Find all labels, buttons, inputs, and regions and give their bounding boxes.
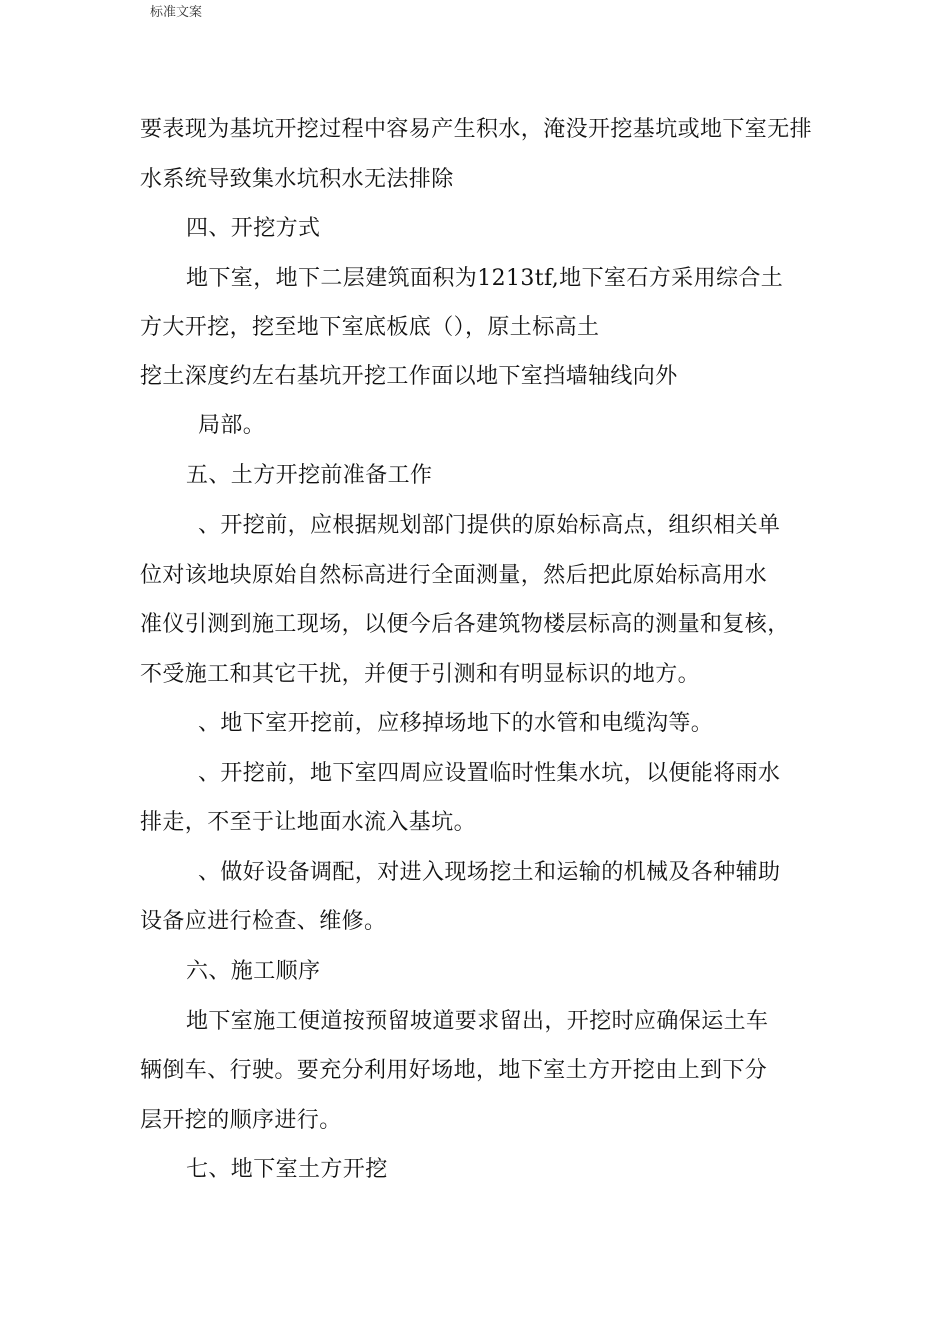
body-line: 设备应进行检查、维修。 [140,909,387,934]
body-line: 挖土深度约左右基坑开挖工作面以地下室挡墙轴线向外 [140,364,678,389]
body-line: 位对该地块原始自然标高进行全面测量，然后把此原始标高用水 [140,563,768,588]
section-heading: 四、开挖方式 [186,216,321,241]
body-line: 辆倒车、行驶。要充分利用好场地，地下室土方开挖由上到下分 [140,1058,768,1083]
body-line: 、地下室开挖前，应移掉场地下的水管和电缆沟等。 [198,711,714,736]
body-line: 地下室，地下二层建筑面积为1213tf,地下室石方采用综合土 [186,266,784,291]
body-line: 层开挖的顺序进行。 [140,1108,342,1133]
body-line: 不受施工和其它干扰，并便于引测和有明显标识的地方。 [140,662,701,687]
body-line: 、开挖前，应根据规划部门提供的原始标高点，组织相关单 [198,513,781,538]
body-line: 局部。 [198,413,266,438]
section-heading: 七、地下室土方开挖 [186,1157,388,1182]
body-line: 、开挖前，地下室四周应设置临时性集水坑，以便能将雨水 [198,761,781,786]
body-line: 水系统导致集水坑积水无法排除 [140,167,454,192]
body-line: 地下室施工便道按预留坡道要求留出，开挖时应确保运土车 [186,1009,769,1034]
body-line: 排走，不至于让地面水流入基坑。 [140,810,477,835]
section-heading: 六、施工顺序 [186,959,321,984]
body-line: 准仪引测到施工现场，以便今后各建筑物楼层标高的测量和复核， [140,612,790,637]
page-header-label: 标准文案 [150,5,203,20]
body-line: 方大开挖，挖至地下室底板底（），原土标高土 [140,315,600,340]
body-line: 要表现为基坑开挖过程中容易产生积水，淹没开挖基坑或地下室无排 [140,117,813,142]
section-heading: 五、土方开挖前准备工作 [186,463,433,488]
body-line: 、做好设备调配，对进入现场挖土和运输的机械及各种辅助 [198,860,781,885]
